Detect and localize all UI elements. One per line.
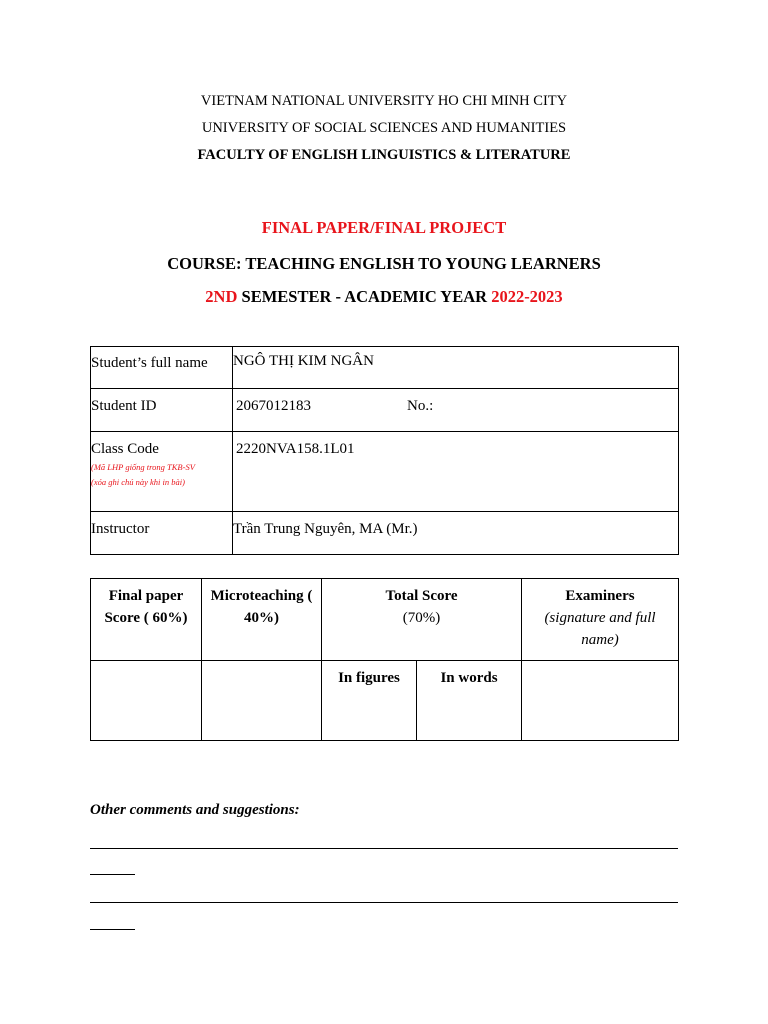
final-paper-score-cell[interactable] [91, 661, 202, 741]
name-label: Student’s full name [91, 355, 208, 371]
student-info-table [90, 346, 679, 555]
table-row [91, 661, 679, 741]
table-row [91, 579, 679, 661]
name-value-cell [233, 347, 679, 389]
comment-line [90, 848, 678, 849]
id-label-cell [91, 389, 233, 432]
class-label: Class Code [91, 441, 159, 457]
number-label: No.: [407, 398, 434, 414]
examiners-header [522, 579, 679, 661]
semester-number: 2ND [205, 287, 238, 306]
comment-line [90, 902, 678, 903]
microteaching-label: Microteaching ( 40%) [210, 588, 313, 626]
instructor-label-cell [91, 512, 233, 555]
class-note-1: (Mã LHP giống trong TKB-SV [91, 462, 195, 472]
semester-title [0, 287, 768, 307]
academic-year: 2022-2023 [491, 287, 563, 306]
student-name: NGÔ THỊ KIM NGÂN [233, 353, 374, 369]
student-id: 2067012183 [236, 398, 311, 414]
in-words-cell[interactable]: In words [417, 661, 522, 741]
instructor-name: Trần Trung Nguyên, MA (Mr.) [233, 521, 418, 537]
id-label: Student ID [91, 398, 157, 414]
score-table [90, 578, 679, 741]
examiners-signature-cell[interactable] [522, 661, 679, 741]
university-name: VIETNAM NATIONAL UNIVERSITY HO CHI MINH CITY [200, 93, 568, 109]
comments-label: Other comments and suggestions: [90, 802, 300, 818]
microteaching-score-cell[interactable] [202, 661, 322, 741]
class-label-cell [91, 432, 233, 512]
total-score-header [322, 579, 522, 661]
table-row [91, 347, 679, 389]
school-name: UNIVERSITY OF SOCIAL SCIENCES AND HUMANITIES [201, 120, 567, 136]
name-label-cell [91, 347, 233, 389]
examiners-note: (signature and full name) [544, 610, 656, 648]
examiners-label: Examiners [565, 588, 635, 604]
class-code: 2220NVA158.1L01 [236, 441, 355, 457]
table-row [91, 389, 679, 432]
class-note-2: (xóa ghi chú này khi in bài) [91, 477, 185, 487]
total-score-label: Total Score [385, 588, 458, 604]
comment-line [90, 874, 135, 875]
table-row [91, 512, 679, 555]
final-paper-header: Final paper Score ( 60%) [91, 579, 202, 661]
comment-line [90, 929, 135, 930]
paper-title: FINAL PAPER/FINAL PROJECT [261, 218, 507, 237]
instructor-value-cell [233, 512, 679, 555]
in-figures-cell[interactable]: In figures [322, 661, 417, 741]
course-title: COURSE: TEACHING ENGLISH TO YOUNG LEARNERS [167, 254, 601, 273]
instructor-label: Instructor [91, 521, 150, 537]
id-value-cell [233, 389, 679, 432]
total-score-percent: (70%) [402, 610, 441, 626]
semester-text: SEMESTER - ACADEMIC YEAR [237, 287, 492, 306]
microteaching-header [202, 579, 322, 661]
class-value-cell [233, 432, 679, 512]
faculty-name: FACULTY OF ENGLISH LINGUISTICS & LITERATURE [197, 147, 571, 163]
table-row [91, 432, 679, 512]
